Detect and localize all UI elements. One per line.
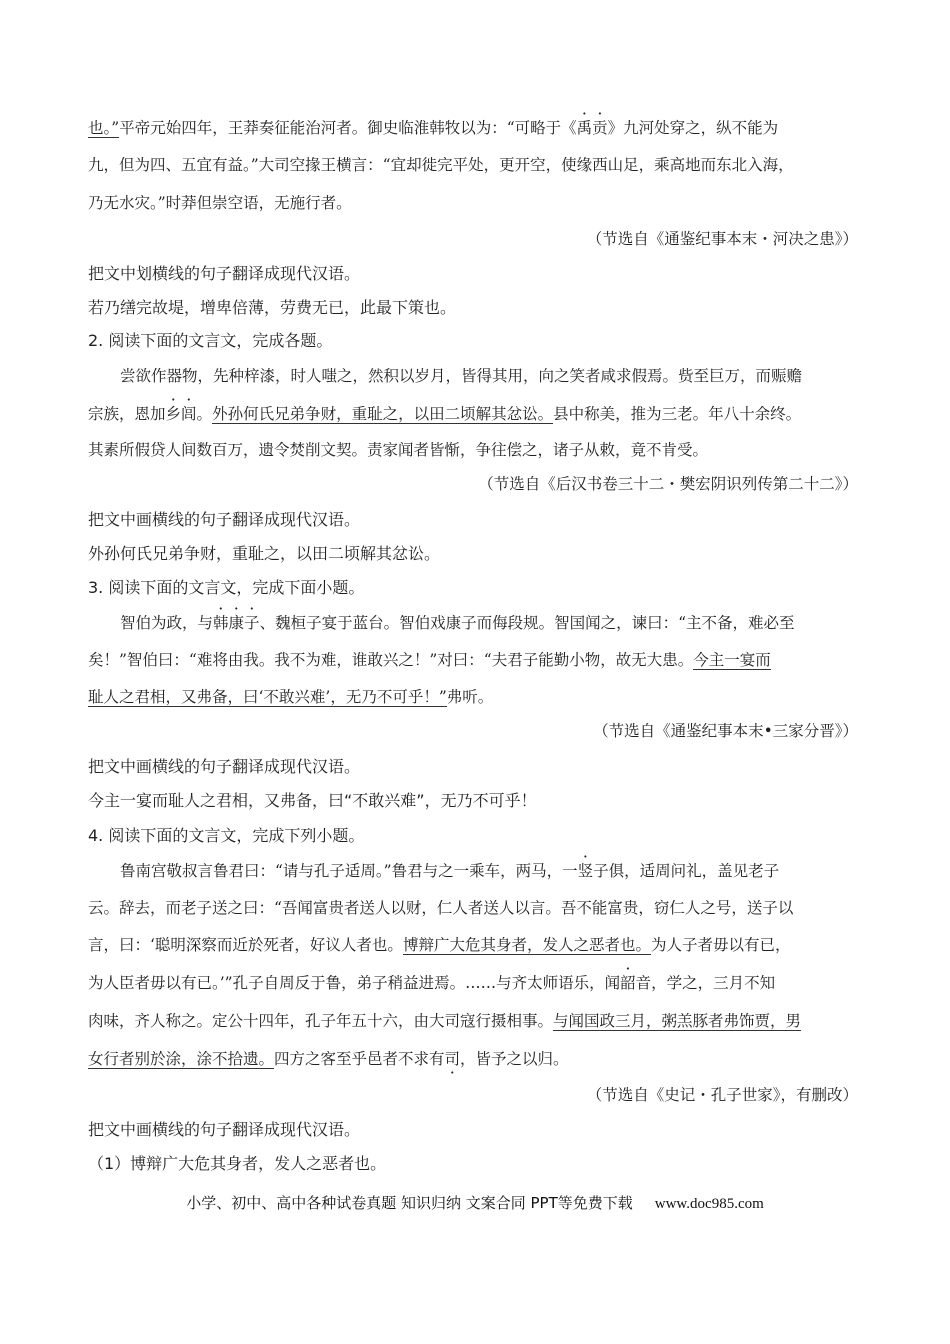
question1-prompt: 把文中划横线的句子翻译成现代汉语。 (88, 264, 361, 283)
passage1-citation: （节选自《通鉴纪事本末・河决之患》） (586, 230, 858, 248)
question4-sentence1: （1）博辩广大危其身者，发人之恶者也。 (88, 1154, 387, 1173)
passage2-line3: 其素所假贷人间数百万，遗令焚削文契。责家闻者皆惭，争往偿之，诸子从敕，竟不肯受。 (88, 441, 709, 459)
underlined-sentence: 耻人之君相，又弗备，曰‘不敢兴难’，无乃不可乎！” (88, 688, 447, 706)
passage2-citation: （节选自《后汉书卷三十二・樊宏阴识列传第二十二》） (478, 475, 858, 493)
question3-heading: 3. 阅读下面的文言文，完成下面小题。 (88, 578, 365, 597)
passage4-line2: 云。辞去，而老子送之曰：“吾闻富贵者送人以财，仁人者送人以言。吾不能富贵，窃仁人之号，送子以 (88, 899, 794, 917)
question2-sentence: 外孙何氏兄弟争财，重耻之，以田二顷解其忿讼。 (88, 544, 441, 563)
passage1-line3: 乃无水灾。”时莽但崇空语，无施行者。 (88, 194, 352, 212)
passage4-line1: 鲁南宫敬叔言鲁君曰：“请与孔子适周。”鲁君与之一乘车，两马，一竖子俱，适周问礼，盖见老子 (120, 862, 780, 880)
footer-url[interactable]: www.doc985.com (654, 1196, 764, 1212)
passage4-line5: 肉味，齐人称之。定公十四年，孔子年五十六，由大司寇行摄相事。与闻国政三月，粥羔豚者弗饰贾，男 (88, 1012, 802, 1030)
passage4-line4: 为人臣者毋以有已。’”孔子自周反于鲁，弟子稍益进焉。……与齐太师语乐，闻韶音，学之，三月不知 (88, 974, 776, 992)
passage3-line3: 耻人之君相，又弗备，曰‘不敢兴难’，无乃不可乎！”弗听。 (88, 688, 494, 706)
underlined-sentence: 今主一宴而 (693, 651, 771, 669)
emphasis-char: 子 (244, 614, 260, 632)
page-footer (0, 1192, 950, 1213)
emphasis-char: 乡 (165, 405, 182, 423)
passage3-line1: 智伯为政，与韩康子、魏桓子宴于蓝台。智伯戏康子而侮段规。智国闻之，谏曰：“主不备，难必至 (120, 614, 795, 632)
question3-sentence: 今主一宴而耻人之君相，又弗备，曰“不敢兴难”，无乃不可乎！ (88, 791, 537, 810)
footer-text: 小学、初中、高中各种试卷真题 知识归纳 文案合同 PPT等免费下载 (186, 1194, 633, 1212)
passage3-line2: 矣！”智伯曰：“难将由我。我不为难，谁敢兴之！”对曰：“夫君子能勤小物，故无大患。今主一宴而 (88, 651, 771, 669)
passage3-citation: （节选自《通鉴纪事本末•三家分晋》） (593, 722, 858, 740)
underlined-text: 也。” (88, 119, 120, 137)
underlined-sentence: 博辩广大危其身者，发人之恶者也。 (402, 936, 651, 954)
question1-sentence: 若乃缮完故堤，增卑倍薄，劳费无已，此最下策也。 (88, 298, 457, 317)
passage4-line3: 言，曰：‘聪明深察而近於死者，好议人者也。博辩广大危其身者，发人之恶者也。为人子者毋以有已， (88, 936, 791, 954)
emphasis-char: 闾 (181, 405, 197, 423)
question4-heading: 4. 阅读下面的文言文，完成下列小题。 (88, 826, 365, 845)
emphasis-char: 司 (444, 1050, 461, 1068)
emphasis-char: 贡 (592, 119, 608, 137)
passage2-line2: 宗族，恩加乡闾。外孙何氏兄弟争财，重耻之，以田二顷解其忿讼。县中称美，推为三老。年八十余终。 (88, 405, 802, 423)
underlined-sentence: 女行者别於涂，涂不拾遗。 (88, 1050, 275, 1068)
emphasis-char: 康 (228, 614, 245, 632)
emphasis-char: 竖 (577, 862, 594, 880)
emphasis-char: 韶 (620, 974, 636, 992)
question4-prompt: 把文中画横线的句子翻译成现代汉语。 (88, 1120, 361, 1139)
passage4-citation: （节选自《史记・孔子世家》，有删改） (586, 1086, 858, 1104)
underlined-sentence: 外孙何氏兄弟争财，重耻之，以田二顷解其忿讼。 (212, 405, 554, 423)
passage4-line6: 女行者别於涂，涂不拾遗。四方之客至乎邑者不求有司，皆予之以归。 (88, 1050, 569, 1068)
passage2-line1: 尝欲作器物，先种梓漆，时人嗤之，然积以岁月，皆得其用，向之笑者咸求假焉。赀至巨万，而赈赡 (120, 367, 803, 385)
passage1-line2: 九，但为四、五宜有益。”大司空掾王横言：“宜却徙完平处，更开空，使缘西山足，乘高地而东北入海， (88, 156, 794, 174)
question3-prompt: 把文中画横线的句子翻译成现代汉语。 (88, 757, 361, 776)
question2-prompt: 把文中画横线的句子翻译成现代汉语。 (88, 510, 361, 529)
emphasis-char: 韩 (213, 614, 229, 632)
underlined-sentence: 与闻国政三月，粥羔豚者弗饰贾，男 (553, 1012, 802, 1030)
passage1-line1: 也。”平帝元始四年，王莽奏征能治河者。御史临淮韩牧以为：“可略于《禹贡》九河处穿之，纵不能为 (88, 119, 779, 137)
emphasis-char: 禹 (576, 119, 593, 137)
question2-heading: 2. 阅读下面的文言文，完成各题。 (88, 331, 333, 350)
